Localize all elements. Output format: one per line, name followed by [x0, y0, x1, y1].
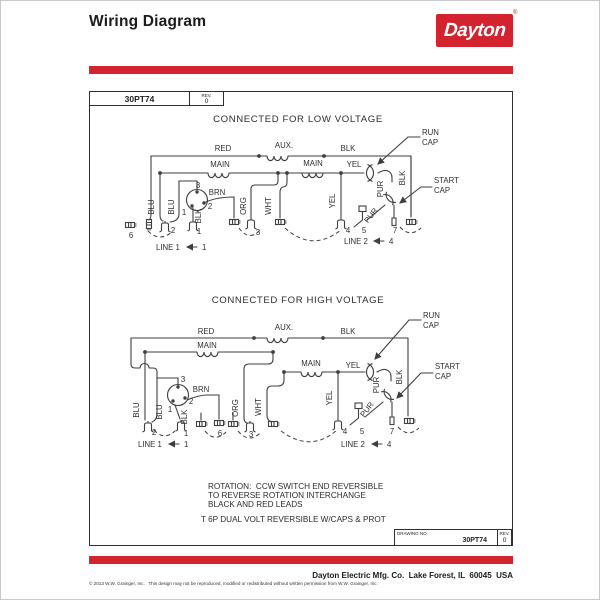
wire-label-yel: YEL: [325, 390, 334, 406]
crimp-terminal: [229, 422, 240, 427]
junction-dot: [285, 171, 289, 175]
start-capacitor: [381, 389, 394, 402]
wire-label-pur: PUR: [372, 376, 381, 394]
wire-label-main: MAIN: [210, 160, 230, 169]
line1-terminal: 1: [202, 243, 207, 252]
junction-dot: [336, 370, 340, 374]
wire-label-wht: WHT: [264, 197, 273, 215]
terminal-number: 5: [359, 427, 365, 436]
line1-label: LINE 1: [156, 243, 180, 252]
dashed-lead-arc: [398, 427, 419, 433]
wire-label-main: MAIN: [301, 359, 321, 368]
dashed-lead-arc: [285, 228, 342, 241]
junction-dot: [339, 171, 343, 175]
switch-pin: [183, 396, 186, 399]
wire-runcap-link: [378, 171, 392, 182]
wire-label-blk: BLK: [395, 369, 404, 385]
rotation-note-line1: ROTATION: CCW SWITCH END REVERSIBLE: [208, 482, 384, 491]
wire-label-yel: YEL: [345, 361, 361, 370]
drawing-number-value: 30PT74: [462, 536, 487, 544]
crimp-terminal: [147, 220, 152, 231]
svg-text:CAP: CAP: [422, 138, 439, 147]
high-junction-dots: [143, 336, 340, 374]
dashed-lead-arc: [281, 430, 337, 442]
low-line-labels: [156, 237, 394, 252]
junction-dot: [276, 171, 280, 175]
wire-label-aux: AUX.: [274, 141, 294, 150]
wire-label-red: RED: [197, 327, 215, 336]
terminal-number: 4: [345, 226, 351, 235]
switch-pin: [202, 201, 205, 204]
rev-label: REV.: [499, 531, 510, 536]
line2-terminal: 4: [389, 237, 394, 246]
crimp-terminal: [215, 421, 226, 426]
terminal-number: 5: [361, 226, 367, 235]
terminal-number: 3: [255, 228, 261, 237]
rev-value: 0: [204, 98, 209, 105]
high-voltage-diagram: [96, 289, 486, 465]
high-callouts: [375, 311, 460, 398]
wire-label-brn: BRN: [208, 188, 226, 197]
crimp-terminal: [230, 220, 241, 225]
run-cap-leader: [375, 320, 421, 359]
switch-pin-label: 2: [207, 202, 213, 211]
crimp-terminal: [197, 422, 208, 427]
switch-pin: [195, 190, 198, 193]
line2-terminal: 4: [387, 440, 392, 449]
junction-dot: [271, 350, 275, 354]
low-title: CONNECTED FOR LOW VOLTAGE: [213, 114, 383, 125]
switch-pin-label: 1: [181, 208, 187, 217]
main-coil-left: [197, 352, 218, 357]
junction-dot: [257, 154, 261, 158]
wire-label-pur: PUR: [376, 180, 385, 198]
dashed-lead-arc: [400, 227, 421, 233]
line1-terminal: 1: [184, 440, 189, 449]
aux-coil: [267, 338, 288, 343]
wire-label-org: ORG: [239, 197, 248, 215]
wire-wht: [280, 173, 287, 218]
wire-label-main: MAIN: [197, 341, 217, 350]
wire-label-wht: WHT: [254, 398, 263, 416]
model-note: T 6P DUAL VOLT REVERSIBLE W/CAPS & PROT: [201, 515, 386, 524]
wire-label-brn: BRN: [192, 385, 210, 394]
terminal-number: 6: [128, 231, 134, 240]
start-cap-leader: [400, 187, 432, 203]
switch5-arm: [350, 409, 359, 426]
crimp-terminal: [407, 220, 418, 225]
terminal-number: 2: [151, 428, 157, 437]
junction-dot: [158, 171, 162, 175]
dayton-logo: [436, 14, 513, 47]
low-callouts: [378, 128, 459, 203]
fork-terminal: [160, 221, 171, 232]
start-cap-callout: START: [435, 362, 460, 371]
terminal-number: 7: [392, 226, 398, 235]
rotation-note-line3: BLACK AND RED LEADS: [208, 500, 303, 509]
terminal-number: 2: [170, 226, 176, 235]
junction-dot: [322, 154, 326, 158]
header-red-bar: [89, 66, 513, 74]
main-coil-right: [302, 173, 323, 178]
run-cap-callout: RUN: [423, 311, 440, 320]
wire-label-main: MAIN: [303, 159, 323, 168]
switch-pin: [176, 385, 179, 388]
wire-label-blu: BLU: [155, 404, 164, 420]
wire-label-aux: AUX.: [274, 323, 294, 332]
switch-pin-label: 2: [188, 397, 194, 406]
wire-stub: [201, 413, 233, 420]
terminal-number: 6: [217, 429, 223, 438]
wire-blu-left: [160, 173, 163, 221]
start-cap-callout: START: [434, 176, 459, 185]
wire-label-yel: YEL: [328, 193, 337, 209]
wire-label-pur: PUR: [362, 206, 380, 225]
rotary-switch: [187, 190, 208, 211]
run-cap-leader: [378, 137, 420, 164]
switch5-terminal: [355, 403, 362, 409]
crimp-terminal: [276, 220, 287, 225]
junction-dot: [143, 350, 147, 354]
pin7-terminal: [392, 218, 396, 226]
copyright-line: © 2013 W.W. Grainger, Inc. This design may not be reproduced, modified or redistributed without written permission from W.W. Grainger, Inc.: [89, 581, 378, 586]
drawing-number-label: DRAWING NO.: [397, 531, 428, 536]
switch-pin: [190, 204, 193, 207]
low-voltage-diagram: [96, 107, 481, 265]
crimp-terminal: [405, 419, 416, 424]
wire-label-blk: BLK: [340, 144, 356, 153]
footer-red-bar: [89, 556, 513, 564]
rev-value: 0: [502, 536, 507, 544]
switch-pin: [171, 399, 174, 402]
wire-label-red: RED: [214, 144, 232, 153]
wire-wht: [267, 372, 284, 421]
rev-cell: [189, 91, 224, 106]
junction-dot: [282, 370, 286, 374]
main-coil-right: [301, 372, 322, 377]
wire-blu-switch: [157, 378, 178, 385]
switch-pin-label: 3: [180, 375, 186, 384]
wire-label-blk: BLK: [194, 208, 203, 224]
drawing-number-block: [394, 529, 512, 546]
run-capacitor: [366, 165, 373, 182]
terminal-number: 7: [389, 427, 395, 436]
line2-label: LINE 2: [341, 440, 365, 449]
crimp-terminal: [126, 223, 137, 228]
aux-coil: [267, 156, 288, 161]
svg-text:CAP: CAP: [423, 321, 440, 330]
switch5-terminal: [359, 206, 366, 212]
wire-label-blu: BLU: [147, 199, 156, 215]
rev-cell-bottom: [498, 530, 511, 545]
drawing-number-cell: [395, 530, 498, 545]
start-capacitor: [383, 192, 396, 205]
wire-label-blu: BLU: [132, 402, 141, 418]
high-folded-leads: [151, 427, 419, 442]
company-line: Dayton Electric Mfg. Co. Lake Forest, IL 60045 USA: [312, 571, 513, 580]
wire-label-yel: YEL: [346, 160, 362, 169]
wire-label-blk: BLK: [180, 409, 189, 425]
rev-label: REV.: [201, 93, 212, 98]
svg-text:CAP: CAP: [434, 186, 451, 195]
wire-label-blk: BLK: [398, 170, 407, 186]
rotation-note-line2: TO REVERSE ROTATION INTERCHANGE: [208, 491, 366, 500]
line1-label: LINE 1: [138, 440, 162, 449]
page-title: Wiring Diagram: [89, 13, 207, 30]
high-line-labels: [138, 440, 392, 449]
dashed-lead-arc: [151, 428, 175, 437]
wire-label-org: ORG: [231, 399, 240, 417]
line2-label: LINE 2: [344, 237, 368, 246]
high-title: CONNECTED FOR HIGH VOLTAGE: [211, 295, 385, 306]
wire-label-pur: PUR: [358, 400, 376, 419]
dayton-logo-text: Dayton: [443, 19, 506, 41]
junction-dot: [321, 336, 325, 340]
rotary-switch: [168, 385, 189, 406]
wire-label-blk: BLK: [340, 327, 356, 336]
dashed-lead-arc: [205, 431, 226, 437]
svg-text:CAP: CAP: [435, 372, 452, 381]
registered-mark: ®: [513, 10, 518, 16]
pin7-terminal: [390, 417, 394, 425]
wire-label-blu: BLU: [167, 199, 176, 215]
terminal-number: 4: [342, 427, 348, 436]
part-number-cell: 30PT74: [89, 91, 190, 106]
crimp-terminal: [269, 422, 280, 427]
low-folded-leads: [148, 227, 421, 241]
terminal-number: 1: [183, 429, 189, 438]
terminal-number: 1: [196, 227, 202, 236]
switch-pin-label: 1: [167, 405, 173, 414]
main-coil-left: [208, 173, 229, 178]
junction-dot: [252, 336, 256, 340]
terminal-number: 3: [248, 430, 254, 439]
switch-pin-label: 3: [195, 181, 201, 190]
run-cap-callout: RUN: [422, 128, 439, 137]
